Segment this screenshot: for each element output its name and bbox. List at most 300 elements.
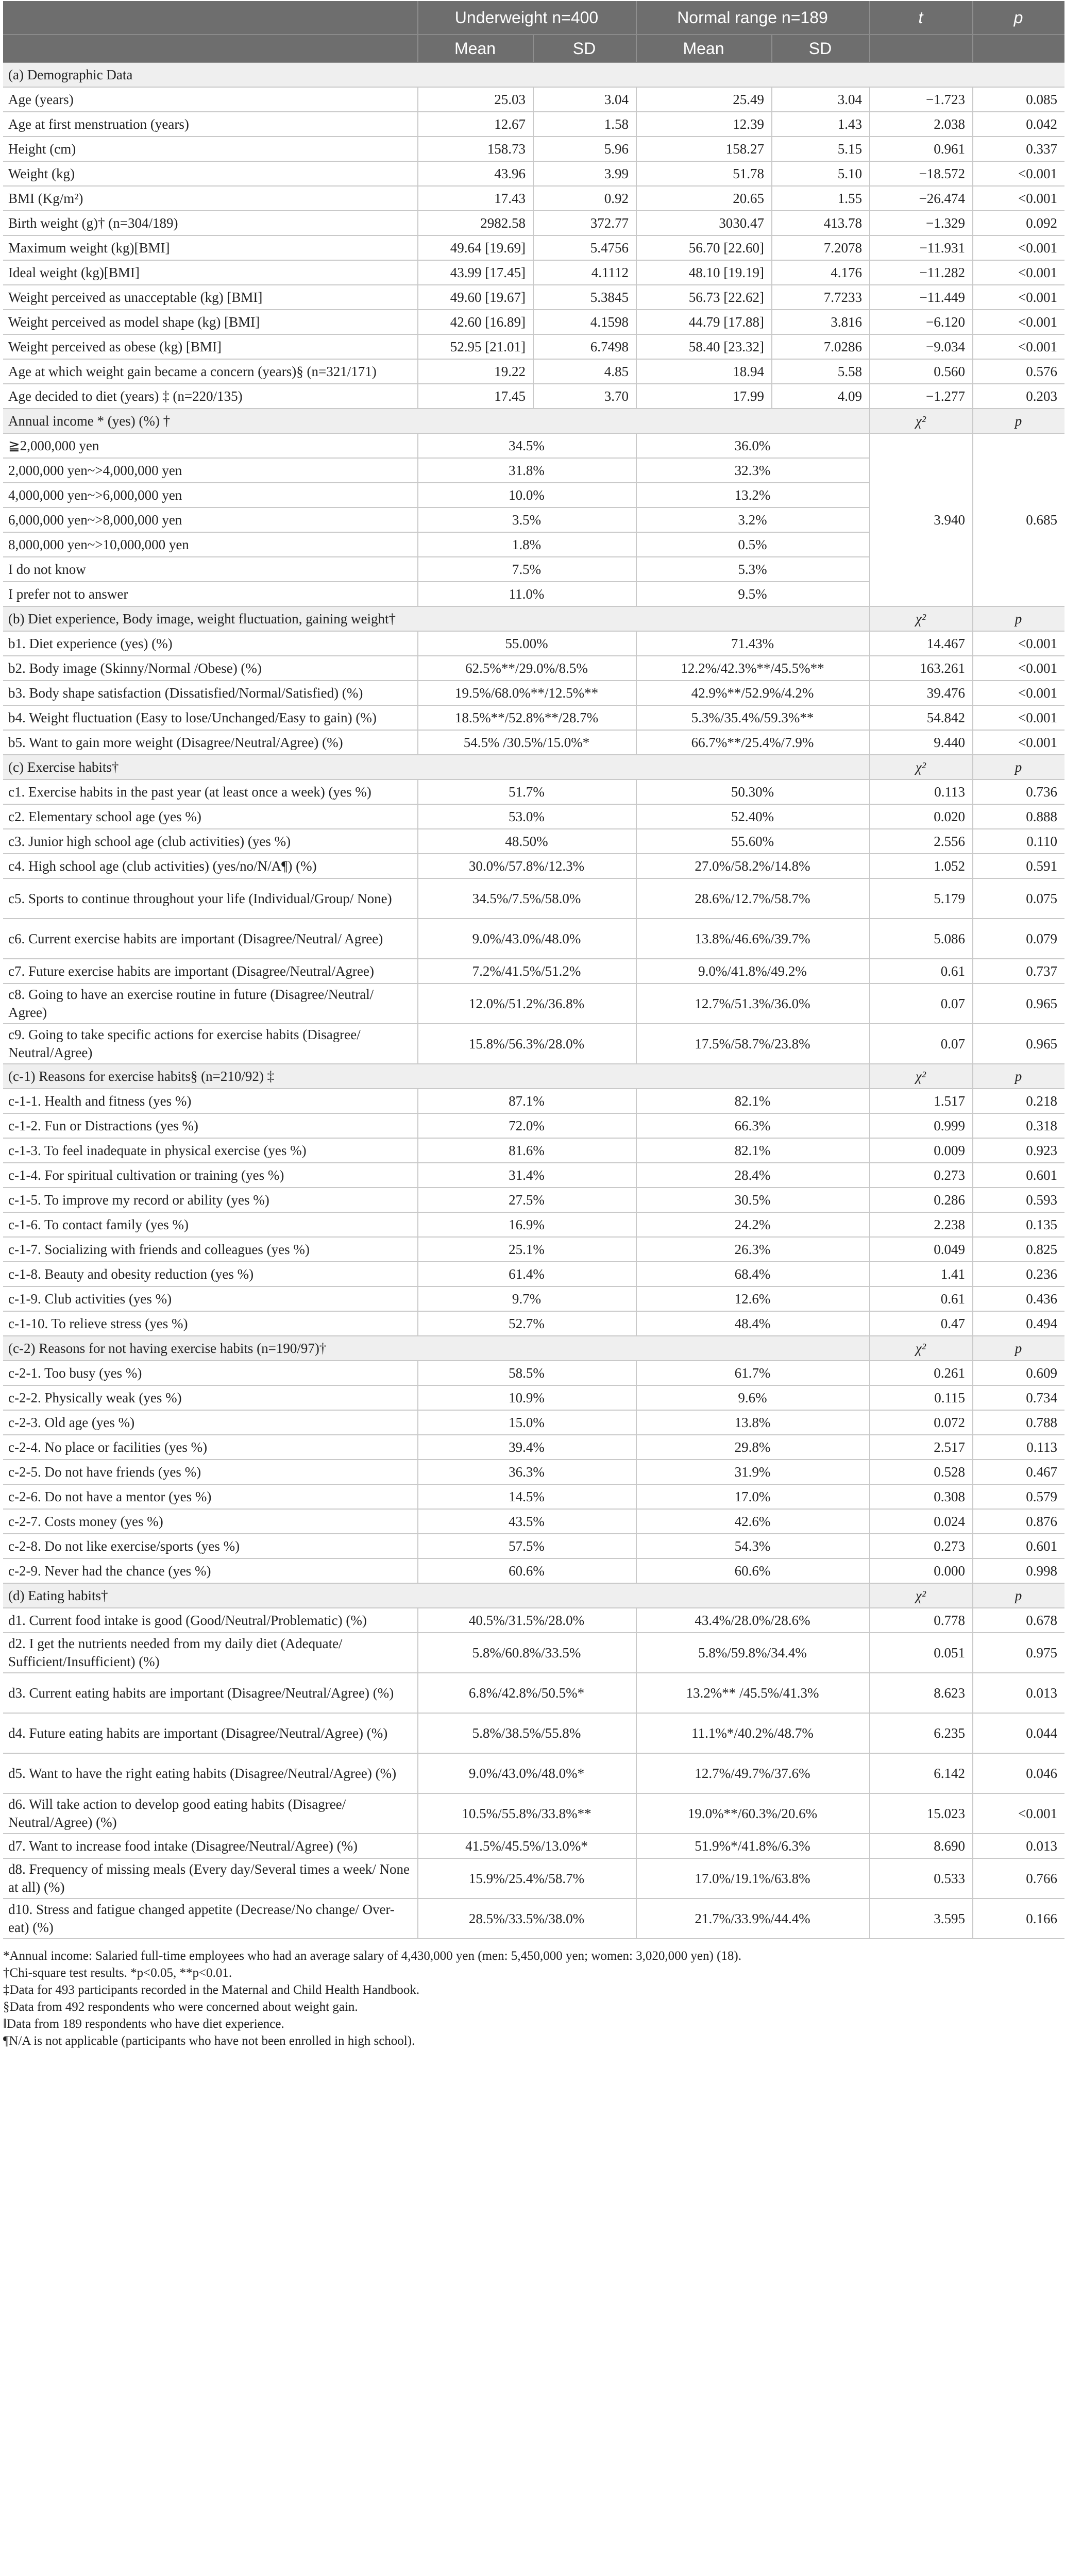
table-row	[3, 187, 1064, 211]
column-divider	[417, 335, 418, 359]
p-value: <0.001	[1018, 635, 1057, 651]
p-value: 0.888	[1026, 808, 1057, 824]
normal-mean: 25.49	[733, 91, 764, 107]
row-label: Age decided to diet (years) ‡ (n=220/135)	[8, 388, 243, 404]
row-label: c-1-2. Fun or Distractions (yes %)	[8, 1117, 198, 1133]
column-divider	[869, 854, 870, 878]
chi-square-value: 6.235	[934, 1725, 965, 1741]
column-divider	[636, 1262, 637, 1286]
underweight-value: 12.0%/51.2%/36.8%	[468, 995, 585, 1011]
table-row	[3, 1114, 1064, 1139]
underweight-value: 14.5%	[509, 1488, 545, 1504]
normal-value: 54.3%	[734, 1538, 771, 1554]
section-p-label: p	[1015, 611, 1022, 626]
column-divider	[869, 1859, 870, 1898]
column-divider	[869, 1361, 870, 1385]
column-divider	[869, 1089, 870, 1113]
normal-value: 12.6%	[734, 1291, 771, 1307]
row-label: c-1-6. To contact family (yes %)	[8, 1216, 189, 1232]
chi-square-value: 2.556	[934, 833, 965, 849]
row-label: Age (years)	[8, 91, 74, 107]
chi-square-value: 0.999	[934, 1117, 965, 1133]
row-label: c2. Elementary school age (yes %)	[8, 808, 201, 824]
p-value: 0.788	[1026, 1414, 1057, 1430]
row-label: Weight (kg)	[8, 165, 75, 181]
p-value: <0.001	[1018, 660, 1057, 676]
p-value: 0.965	[1026, 995, 1057, 1011]
column-divider	[636, 88, 637, 111]
normal-value: 31.9%	[734, 1464, 771, 1480]
column-divider	[869, 384, 870, 408]
normal-value: 42.6%	[734, 1513, 771, 1529]
t-value: −11.282	[919, 264, 965, 280]
underweight-value: 6.8%/42.8%/50.5%*	[468, 1685, 585, 1701]
section-stat-label: χ²	[916, 1340, 926, 1356]
normal-sd: 4.09	[837, 388, 862, 404]
column-divider	[869, 1411, 870, 1434]
underweight-sd: 0.92	[604, 190, 629, 206]
normal-value: 32.3%	[734, 462, 771, 478]
column-divider	[417, 731, 418, 754]
section-header-row	[3, 1336, 1064, 1361]
chi-square-value: 1.052	[934, 858, 965, 874]
column-divider	[972, 187, 973, 210]
underweight-value: 52.7%	[509, 1315, 545, 1331]
column-divider	[417, 533, 418, 556]
normal-value: 17.0%	[734, 1488, 771, 1504]
table-row	[3, 1559, 1064, 1584]
p-value: 0.766	[1026, 1870, 1057, 1886]
normal-value: 82.1%	[734, 1093, 771, 1109]
normal-value: 48.4%	[734, 1315, 771, 1331]
header-p: p	[1013, 8, 1023, 27]
column-divider	[869, 187, 870, 210]
column-divider	[972, 1608, 973, 1632]
column-divider	[972, 1534, 973, 1558]
column-divider	[417, 1139, 418, 1162]
column-divider	[417, 1435, 418, 1459]
section-stat-label: χ²	[916, 759, 926, 775]
chi-square-value: 0.286	[934, 1192, 965, 1208]
column-divider	[972, 1024, 973, 1063]
underweight-value: 53.0%	[509, 808, 545, 824]
column-divider	[771, 335, 772, 359]
table-row	[3, 1899, 1064, 1939]
normal-value: 9.0%/41.8%/49.2%	[698, 963, 807, 979]
underweight-value: 55.00%	[505, 635, 548, 651]
column-divider	[972, 879, 973, 918]
column-divider	[972, 1238, 973, 1261]
subheader-blank	[3, 35, 417, 62]
column-divider	[869, 211, 870, 235]
chi-square-value: 0.261	[934, 1365, 965, 1381]
column-divider	[636, 1139, 637, 1162]
table-subheader-row	[3, 35, 1064, 63]
column-divider	[533, 112, 534, 136]
chi-square-value: 1.517	[934, 1093, 965, 1109]
column-divider	[417, 1213, 418, 1236]
table-row	[3, 211, 1064, 236]
normal-sd: 7.2078	[823, 240, 862, 256]
row-label: c-2-8. Do not like exercise/sports (yes %)	[8, 1538, 240, 1554]
normal-mean: 58.40 [23.32]	[688, 338, 764, 354]
row-label: BMI (Kg/m²)	[8, 190, 83, 206]
column-divider	[869, 1064, 870, 1088]
column-divider	[636, 1386, 637, 1410]
column-divider	[533, 137, 534, 161]
underweight-sd: 5.3845	[590, 289, 629, 305]
normal-value: 55.60%	[731, 833, 774, 849]
table-row	[3, 805, 1064, 829]
column-divider	[636, 261, 637, 284]
column-divider	[972, 632, 973, 655]
section-title: (c-2) Reasons for not having exercise habits (n=190/97)†	[8, 1340, 327, 1356]
normal-sd: 1.55	[837, 190, 862, 206]
chi-square-value: 2.238	[934, 1216, 965, 1232]
column-divider	[417, 656, 418, 680]
column-divider	[636, 1794, 637, 1833]
column-divider	[417, 1899, 418, 1938]
underweight-value: 81.6%	[509, 1142, 545, 1158]
footnote: ‖Data from 189 respondents who have diet experience.	[3, 2017, 284, 2031]
column-divider	[869, 731, 870, 754]
column-divider	[972, 1510, 973, 1533]
column-divider	[972, 1485, 973, 1509]
column-divider	[771, 360, 772, 383]
column-divider	[869, 335, 870, 359]
column-divider	[869, 919, 870, 958]
chi-square-value: 15.023	[926, 1805, 965, 1821]
subheader-sd-2: SD	[808, 39, 832, 58]
column-divider	[636, 162, 637, 185]
underweight-value: 9.7%	[512, 1291, 542, 1307]
table-row	[3, 706, 1064, 731]
column-divider	[636, 1485, 637, 1509]
column-divider	[636, 1238, 637, 1261]
row-label: c7. Future exercise habits are important (Disagree/Neutral/Agree)	[8, 963, 374, 979]
column-divider	[972, 1, 973, 34]
underweight-value: 30.0%/57.8%/12.3%	[468, 858, 585, 874]
row-label: Age at which weight gain became a concern (years)§ (n=321/171)	[8, 363, 377, 379]
row-label: c3. Junior high school age (club activities) (yes %)	[8, 833, 291, 849]
underweight-value: 9.0%/43.0%/48.0%	[472, 930, 581, 946]
column-divider	[636, 632, 637, 655]
underweight-value: 31.8%	[509, 462, 545, 478]
row-label: c-1-5. To improve my record or ability (yes %)	[8, 1192, 269, 1208]
underweight-mean: 25.03	[494, 91, 526, 107]
column-divider	[972, 409, 973, 433]
footnote: ‡Data for 493 participants recorded in the Maternal and Child Health Handbook.	[3, 1983, 420, 1997]
column-divider	[533, 35, 534, 62]
underweight-mean: 42.60 [16.89]	[450, 314, 526, 330]
underweight-mean: 17.43	[494, 190, 526, 206]
normal-value: 3.2%	[738, 512, 767, 528]
column-divider	[636, 360, 637, 383]
p-value: 0.601	[1026, 1538, 1057, 1554]
column-divider	[869, 236, 870, 260]
row-label: b2. Body image (Skinny/Normal /Obese) (%)	[8, 660, 262, 676]
row-label: d10. Stress and fatigue changed appetite (Decrease/No change/ Over-eat) (%)	[8, 1902, 395, 1935]
row-label: d6. Will take action to develop good eating habits (Disagree/ Neutral/Agree) (%)	[8, 1797, 346, 1830]
column-divider	[417, 187, 418, 210]
p-value: 0.218	[1026, 1093, 1057, 1109]
normal-sd: 5.10	[837, 165, 862, 181]
column-divider	[869, 1287, 870, 1311]
chi-square-value: 0.000	[934, 1563, 965, 1579]
underweight-value: 41.5%/45.5%/13.0%*	[465, 1838, 588, 1854]
column-divider	[636, 1460, 637, 1484]
column-divider	[972, 1411, 973, 1434]
p-value: 0.110	[1026, 833, 1057, 849]
row-label: d3. Current eating habits are important (Disagree/Neutral/Agree) (%)	[8, 1685, 394, 1701]
column-divider	[972, 310, 973, 334]
column-divider	[869, 1794, 870, 1833]
table-row	[3, 335, 1064, 360]
column-divider	[636, 731, 637, 754]
section-title: (a) Demographic Data	[8, 66, 133, 82]
normal-value: 13.8%	[734, 1414, 771, 1430]
column-divider	[417, 1559, 418, 1583]
subheader-blank-t	[869, 35, 972, 62]
underweight-value: 43.5%	[509, 1513, 545, 1529]
normal-value: 13.8%/46.6%/39.7%	[695, 930, 810, 946]
section-stat-label: χ²	[916, 1068, 926, 1084]
table-row	[3, 1435, 1064, 1460]
t-value: 2.038	[934, 116, 965, 132]
column-divider	[417, 1312, 418, 1335]
p-value: 0.494	[1026, 1315, 1057, 1331]
row-label: b3. Body shape satisfaction (Dissatisfied/Normal/Satisfied) (%)	[8, 685, 363, 701]
column-divider	[417, 1534, 418, 1558]
section-p-label: p	[1015, 1340, 1022, 1356]
column-divider	[972, 1754, 973, 1793]
column-divider	[869, 1714, 870, 1753]
normal-mean: 51.78	[733, 165, 764, 181]
chi-square-value: 0.049	[934, 1241, 965, 1257]
column-divider	[636, 780, 637, 804]
table-row	[3, 261, 1064, 285]
p-value: 0.579	[1026, 1488, 1057, 1504]
table-row	[3, 1714, 1064, 1754]
row-label: Height (cm)	[8, 141, 76, 157]
underweight-sd: 372.77	[590, 215, 629, 231]
column-divider	[533, 187, 534, 210]
normal-sd: 7.0286	[823, 338, 862, 354]
column-divider	[417, 959, 418, 983]
column-divider	[972, 1435, 973, 1459]
normal-value: 26.3%	[734, 1241, 771, 1257]
p-value: 0.113	[1026, 1439, 1057, 1455]
column-divider	[771, 162, 772, 185]
normal-value: 52.40%	[731, 808, 774, 824]
column-divider	[869, 1336, 870, 1360]
table-row	[3, 1312, 1064, 1336]
row-label: c-2-3. Old age (yes %)	[8, 1414, 135, 1430]
column-divider	[417, 681, 418, 705]
underweight-value: 18.5%**/52.8%**/28.7%	[454, 709, 599, 725]
column-divider	[636, 879, 637, 918]
p-value: <0.001	[1018, 685, 1057, 701]
underweight-value: 36.3%	[509, 1464, 545, 1480]
column-divider	[533, 285, 534, 309]
row-label: Weight perceived as obese (kg) [BMI]	[8, 338, 222, 354]
column-divider	[972, 1287, 973, 1311]
row-label: c-1-10. To relieve stress (yes %)	[8, 1315, 188, 1331]
normal-value: 12.7%/49.7%/37.6%	[695, 1765, 810, 1781]
column-divider	[869, 261, 870, 284]
column-divider	[869, 360, 870, 383]
p-value: 0.678	[1026, 1612, 1057, 1628]
chi-square-value: 0.61	[940, 963, 965, 979]
underweight-value: 31.4%	[509, 1167, 545, 1183]
p-value: 0.576	[1026, 363, 1057, 379]
underweight-mean: 49.64 [19.69]	[450, 240, 526, 256]
normal-value: 66.3%	[734, 1117, 771, 1133]
t-value: −9.034	[926, 338, 965, 354]
column-divider	[869, 1139, 870, 1162]
column-divider	[636, 508, 637, 532]
column-divider	[417, 1834, 418, 1858]
p-value: 0.923	[1026, 1142, 1057, 1158]
underweight-value: 3.5%	[512, 512, 542, 528]
table-row	[3, 1859, 1064, 1899]
underweight-value: 62.5%**/29.0%/8.5%	[465, 660, 588, 676]
chi-square-value: 0.778	[934, 1612, 965, 1628]
column-divider	[636, 1834, 637, 1858]
column-divider	[636, 656, 637, 680]
column-divider	[417, 1859, 418, 1898]
table-row	[3, 1834, 1064, 1859]
p-value: 0.042	[1026, 116, 1057, 132]
p-value: 0.013	[1026, 1685, 1057, 1701]
column-divider	[636, 582, 637, 606]
row-label: I prefer not to answer	[8, 586, 128, 602]
p-value: 0.436	[1026, 1291, 1057, 1307]
t-value: −11.449	[919, 289, 965, 305]
row-label: c4. High school age (club activities) (yes/no/N/A¶) (%)	[8, 858, 317, 874]
column-divider	[417, 1411, 418, 1434]
normal-value: 71.43%	[731, 635, 774, 651]
normal-mean: 3030.47	[719, 215, 764, 231]
normal-value: 50.30%	[731, 784, 774, 800]
t-value: −18.572	[919, 165, 965, 181]
normal-value: 5.8%/59.8%/34.4%	[698, 1645, 807, 1660]
column-divider	[771, 261, 772, 284]
column-divider	[972, 1584, 973, 1607]
column-divider	[417, 557, 418, 581]
table-row	[3, 310, 1064, 335]
chi-square-value: 0.115	[934, 1389, 965, 1405]
column-divider	[636, 829, 637, 853]
column-divider	[533, 236, 534, 260]
underweight-sd: 5.4756	[590, 240, 629, 256]
p-value: <0.001	[1018, 338, 1057, 354]
column-divider	[636, 187, 637, 210]
normal-sd: 413.78	[823, 215, 862, 231]
column-divider	[869, 137, 870, 161]
column-divider	[869, 1584, 870, 1607]
normal-mean: 56.70 [22.60]	[688, 240, 764, 256]
table-row	[3, 360, 1064, 384]
column-divider	[869, 984, 870, 1023]
column-divider	[972, 656, 973, 680]
underweight-value: 11.0%	[509, 586, 545, 602]
column-divider	[869, 706, 870, 730]
column-divider	[533, 88, 534, 111]
column-divider	[417, 582, 418, 606]
column-divider	[869, 656, 870, 680]
underweight-value: 48.50%	[505, 833, 548, 849]
column-divider	[636, 1287, 637, 1311]
column-divider	[972, 1386, 973, 1410]
normal-mean: 18.94	[733, 363, 764, 379]
row-label: c-2-2. Physically weak (yes %)	[8, 1389, 182, 1405]
column-divider	[533, 360, 534, 383]
underweight-sd: 3.70	[604, 388, 629, 404]
underweight-value: 5.8%/38.5%/55.8%	[472, 1725, 581, 1741]
table-row	[3, 1411, 1064, 1435]
p-value: 0.591	[1026, 858, 1057, 874]
column-divider	[972, 1064, 973, 1088]
p-value: 0.876	[1026, 1513, 1057, 1529]
chi-square-value: 14.467	[926, 635, 965, 651]
table-row	[3, 1608, 1064, 1633]
underweight-value: 10.5%/55.8%/33.8%**	[462, 1805, 591, 1821]
section-header-row	[3, 1064, 1064, 1089]
chi-square-value: 8.690	[934, 1838, 965, 1854]
column-divider	[417, 35, 418, 62]
column-divider	[417, 261, 418, 284]
row-label: Birth weight (g)† (n=304/189)	[8, 215, 178, 231]
column-divider	[636, 1163, 637, 1187]
table-row	[3, 879, 1064, 919]
normal-value: 68.4%	[734, 1266, 771, 1282]
underweight-value: 61.4%	[509, 1266, 545, 1282]
table-row	[3, 1163, 1064, 1188]
p-value: 0.079	[1026, 930, 1057, 946]
p-value: 0.975	[1026, 1645, 1057, 1660]
table-row	[3, 1794, 1064, 1834]
column-divider	[417, 137, 418, 161]
table-row	[3, 112, 1064, 137]
normal-value: 36.0%	[734, 437, 771, 453]
normal-mean: 44.79 [17.88]	[688, 314, 764, 330]
normal-sd: 3.04	[837, 91, 862, 107]
column-divider	[771, 187, 772, 210]
column-divider	[972, 829, 973, 853]
section-stat-label: χ²	[916, 413, 926, 429]
column-divider	[417, 1460, 418, 1484]
column-divider	[636, 384, 637, 408]
column-divider	[869, 162, 870, 185]
column-divider	[417, 1485, 418, 1509]
p-value: 0.601	[1026, 1167, 1057, 1183]
column-divider	[972, 780, 973, 804]
p-value: 0.737	[1026, 963, 1057, 979]
section-title: (b) Diet experience, Body image, weight fluctuation, gaining weight†	[8, 611, 396, 626]
column-divider	[972, 805, 973, 828]
header-group-underweight: Underweight n=400	[454, 8, 599, 27]
table-row	[3, 681, 1064, 706]
column-divider	[869, 1834, 870, 1858]
column-divider	[869, 829, 870, 853]
table-row	[3, 854, 1064, 879]
column-divider	[972, 755, 973, 779]
normal-value: 61.7%	[734, 1365, 771, 1381]
column-divider	[417, 919, 418, 958]
column-divider	[636, 1633, 637, 1672]
column-divider	[869, 879, 870, 918]
